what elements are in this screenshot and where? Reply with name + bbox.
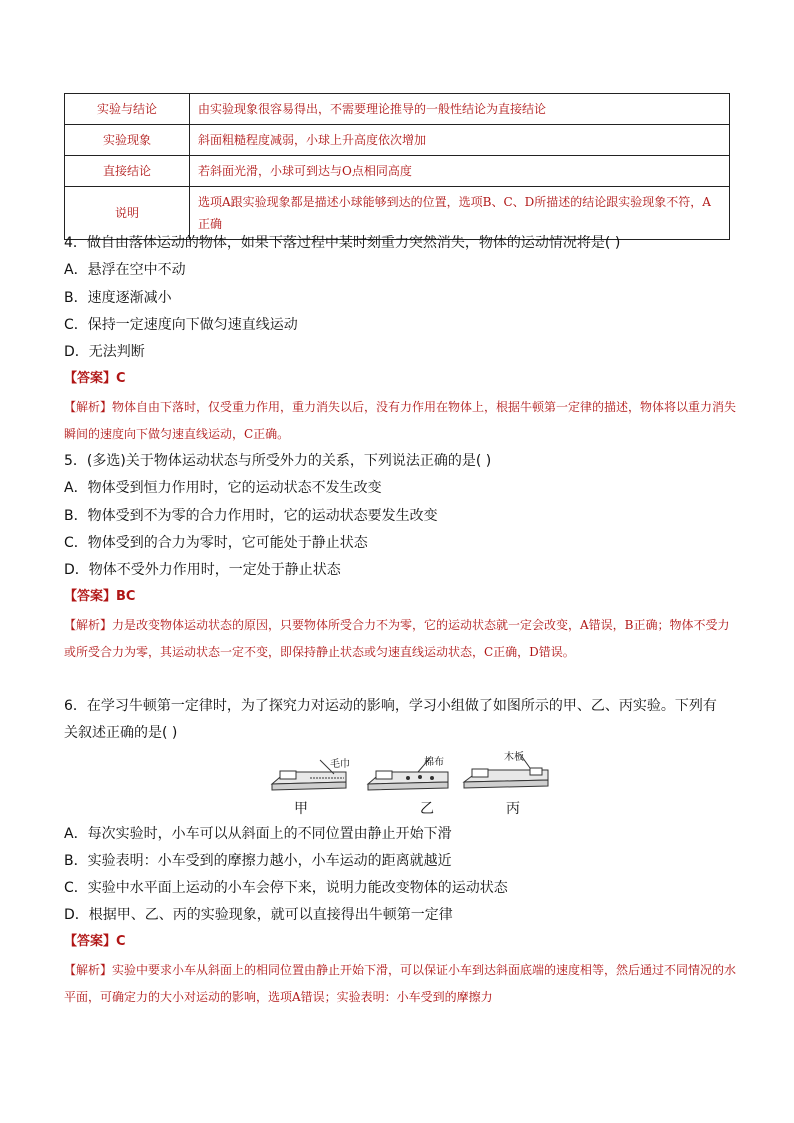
question-4: 4．做自由落体运动的物体，如果下落过程中某时刻重力突然消失，物体的运动情况将是( ): [64, 235, 621, 251]
table-row: [65, 187, 730, 240]
q6-option-a: A．每次实验时，小车可以从斜面上的不同位置由静止开始下滑: [64, 826, 452, 842]
q5-option-c: C．物体受到的合力为零时，它可能处于静止状态: [64, 535, 368, 551]
q4-option-c: C．保持一定速度向下做匀速直线运动: [64, 317, 298, 333]
q5-option-b: B．物体受到不为零的合力作用时，它的运动状态要发生改变: [64, 508, 438, 524]
experiment-figure: [268, 748, 552, 818]
label-bing: 丙: [506, 801, 520, 817]
label-yi: 乙: [420, 801, 434, 817]
experiment-conclusion-table: [64, 93, 730, 240]
tag-board: 木板: [504, 752, 524, 763]
table-row: [65, 156, 730, 187]
table-value: 若斜面光滑，小球可到达与O点相同高度: [190, 156, 730, 187]
table-value: 由实验现象很容易得出，不需要理论推导的一般性结论为直接结论: [190, 94, 730, 125]
q5-option-d: D．物体不受外力作用时，一定处于静止状态: [64, 562, 341, 578]
question-6-line-2: 关叙述正确的是( ): [64, 725, 178, 741]
q4-option-b: B．速度逐渐减小: [64, 290, 172, 306]
q4-option-a: A．悬浮在空中不动: [64, 262, 186, 278]
q5-explanation: 【解析】力是改变物体运动状态的原因，只要物体所受合力不为零，它的运动状态就一定会改变，A错误，B正确；物体不受力或所受合力为零，其运动状态一定不变，即保持静止状态或匀速直线运动状态，C正确，D错误。: [64, 618, 730, 659]
table-key: 说明: [65, 187, 190, 240]
q6-option-d: D．根据甲、乙、丙的实验现象，就可以直接得出牛顿第一定律: [64, 907, 453, 923]
table-key: 直接结论: [65, 156, 190, 187]
q4-answer: 【答案】C: [64, 371, 126, 386]
q4-explanation: 【解析】物体自由下落时，仅受重力作用，重力消失以后，没有力作用在物体上，根据牛顿第一定律的描述，物体将以重力消失瞬间的速度向下做匀速直线运动，C正确。: [64, 400, 737, 441]
q5-option-a: A．物体受到恒力作用时，它的运动状态不发生改变: [64, 480, 382, 496]
table-value: 斜面粗糙程度减弱，小球上升高度依次增加: [190, 125, 730, 156]
table-key: 实验现象: [65, 125, 190, 156]
label-jia: 甲: [294, 801, 308, 817]
q4-option-d: D．无法判断: [64, 344, 145, 360]
q5-answer: 【答案】BC: [64, 589, 136, 604]
question-5: 5．(多选)关于物体运动状态与所受外力的关系，下列说法正确的是( ): [64, 453, 492, 469]
table-key: 实验与结论: [65, 94, 190, 125]
tag-cotton: 棉布: [424, 757, 444, 768]
table-value: 选项A跟实验现象都是描述小球能够到达的位置，选项B、C、D所描述的结论跟实验现象不符，A正确: [190, 187, 730, 240]
q6-explanation: 【解析】实验中要求小车从斜面上的相同位置由静止开始下滑，可以保证小车到达斜面底端的速度相等，然后通过不同情况的水平面，可确定力的大小对运动的影响，选项A错误；实验表明：小车受到的摩擦力: [64, 963, 737, 1004]
q6-option-b: B．实验表明：小车受到的摩擦力越小，小车运动的距离就越近: [64, 853, 452, 869]
q6-answer: 【答案】C: [64, 934, 126, 949]
tag-towel: 毛巾: [330, 759, 350, 770]
table-row: [65, 125, 730, 156]
table-row: [65, 94, 730, 125]
q6-option-c: C．实验中水平面上运动的小车会停下来，说明力能改变物体的运动状态: [64, 880, 508, 896]
question-6-line-1: 6．在学习牛顿第一定律时，为了探究力对运动的影响，学习小组做了如图所示的甲、乙、丙实验。下列有: [64, 698, 717, 714]
